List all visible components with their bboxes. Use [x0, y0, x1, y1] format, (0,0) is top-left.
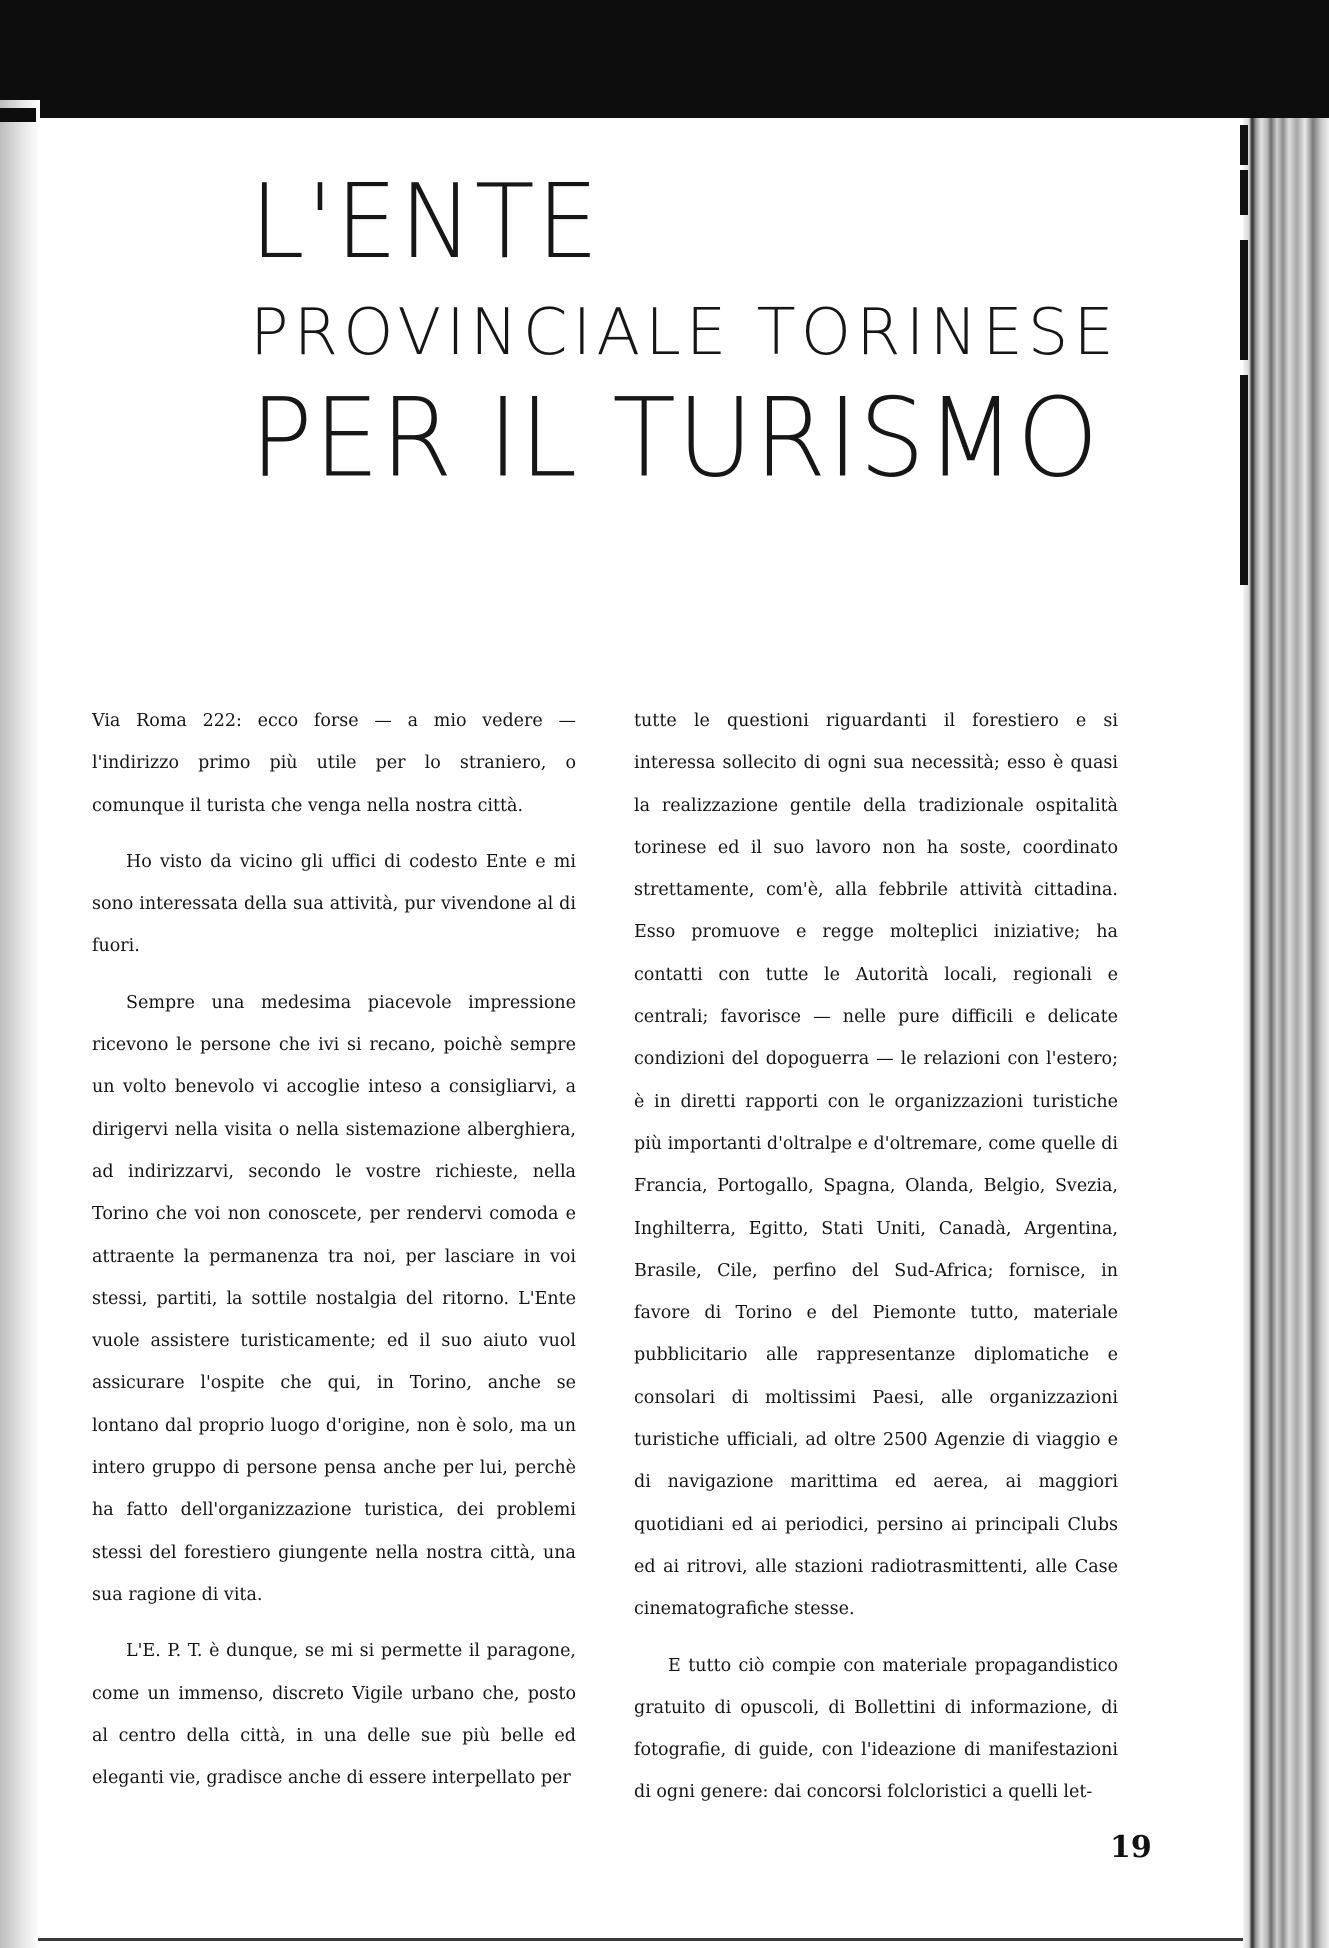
left-text-column	[92, 700, 576, 1799]
title-line-2: PROVINCIALE TORINESE	[250, 296, 1119, 370]
page-number: 19	[1110, 1830, 1152, 1865]
scan-top-band	[0, 0, 1329, 118]
title-line-1: L'ENTE	[250, 162, 601, 283]
paragraph: E tutto ciò compie con materiale propagandistico gratuito di opuscoli, di Bollettini di informazione, di fotografie, di guide, con l'ideazione di manifestazioni di ogni genere: dai concorsi folcloristici a quelli let-	[634, 1655, 1118, 1803]
right-text-column	[634, 700, 1118, 1814]
paragraph: L'E. P. T. è dunque, se mi si permette il paragone, come un immenso, discreto Vigile urbano che, posto al centro della città, in una delle sue più belle ed eleganti vie, gradisce anche di essere interpellato per	[92, 1641, 576, 1789]
scan-left-shadow	[0, 100, 40, 1948]
book-spine-edge	[1243, 118, 1329, 1948]
paragraph: Via Roma 222: ecco forse — a mio vedere — l'indirizzo primo più utile per lo straniero, o comunque il turista che venga nella nostra città.	[92, 711, 576, 816]
paragraph: tutte le questioni riguardanti il forestiero e si interessa sollecito di ogni sua necessità; esso è quasi la realizzazione gentile della tradizionale ospitalità torinese ed il suo lavoro non ha soste, coordinato strettamente, com'è, alla febbrile attività cittadina. Esso promuove e regge molteplici iniziative; ha contatti con tutte le Autorità locali, regionali e centrali; favorisce — nelle pure difficili e delicate condizioni del dopoguerra — le relazioni con l'estero; è in diretti rapporti con le organizzazioni turistiche più importanti d'oltralpe e d'oltremare, come quelle di Francia, Portogallo, Spagna, Olanda, Belgio, Svezia, Inghilterra, Egitto, Stati Uniti, Canadà, Argentina, Brasile, Cile, perfino del Sud-Africa; fornisce, in favore di Torino e del Piemonte tutto, materiale pubblicitario alle rappresentanze diplomatiche e consolari di moltissimi Paesi, alle organizzazioni turistiche ufficiali, ad oltre 2500 Agenzie di viaggio e di navigazione marittima ed aerea, ai maggiori quotidiani ed ai periodici, persino ai principali Clubs ed ai ritrovi, alle stazioni radiotrasmittenti, alle Case cinematografiche stesse.	[634, 711, 1118, 1620]
page-bottom-edge	[38, 1938, 1243, 1941]
paragraph: Sempre una medesima piacevole impressione ricevono le persone che ivi si recano, poichè sempre un volto benevolo vi accoglie inteso a consigliarvi, a dirigervi nella visita o nella sistemazione alberghiera, ad indirizzarvi, secondo le vostre richieste, nella Torino che voi non conoscete, per rendervi comoda e attraente la permanenza tra noi, per lasciare in voi stessi, partiti, la sottile nostalgia del ritorno. L'Ente vuole assistere turisticamente; ed il suo aiuto vuol assicurare l'ospite che qui, in Torino, anche se lontano dal proprio luogo d'origine, non è solo, ma un intero gruppo di persone pensa anche per lui, perchè ha fatto dell'organizzazione turistica, dei problemi stessi del forestiero giungente nella nostra città, una sua ragione di vita.	[92, 992, 576, 1605]
title-line-3: PER IL TURISMO	[250, 373, 1100, 502]
scan-left-notch	[0, 108, 36, 122]
paragraph: Ho visto da vicino gli uffici di codesto Ente e mi sono interessata della sua attività, pur vivendone al di fuori.	[92, 851, 576, 957]
